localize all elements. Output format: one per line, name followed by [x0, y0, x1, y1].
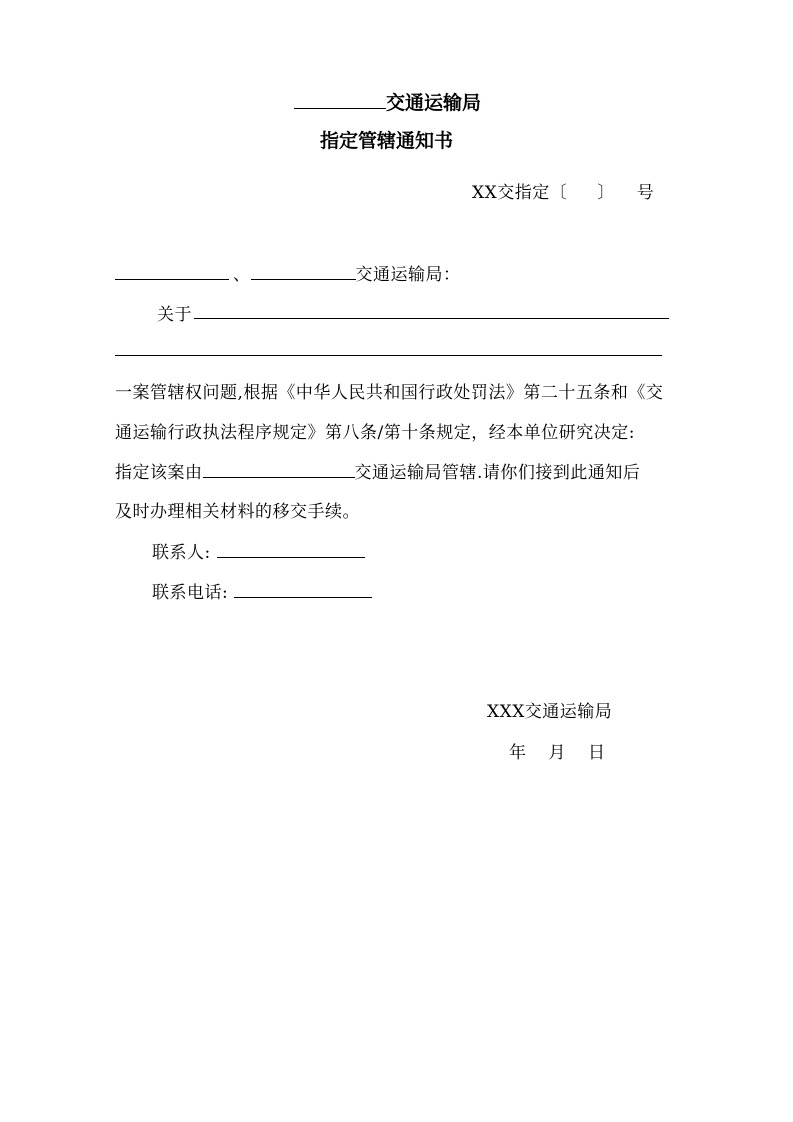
designated-agency-blank	[203, 460, 355, 478]
regarding-label: 关于	[157, 305, 192, 325]
document-title: 指定管辖通知书	[320, 130, 454, 152]
body-line-1: 一案管辖权问题,根据《中华人民共和国行政处罚法》第二十五条和《交	[115, 383, 664, 403]
regarding-blank-line	[194, 318, 669, 319]
addressee-line	[115, 260, 461, 285]
date-year: 年	[509, 743, 527, 763]
addressee-blank-2	[251, 262, 356, 280]
body-line-2: 通运输行政执法程序规定》第八条/第十条规定，经本单位研究决定:	[115, 423, 635, 443]
contact-phone-blank	[234, 580, 372, 598]
body-line-4: 及时办理相关材料的移交手续。	[115, 502, 360, 522]
contact-person-label: 联系人:	[152, 543, 211, 563]
issuer-signature: XXX交通运输局	[487, 702, 613, 722]
case-blank-line	[115, 355, 662, 356]
doc-number-prefix: XX交指定〔	[472, 183, 568, 203]
designated-suffix: 交通运输局管辖.请你们接到此通知后	[354, 463, 641, 483]
document-number	[472, 178, 654, 203]
doc-number-suffix: 号	[636, 183, 655, 203]
date-month: 月	[548, 743, 566, 763]
contact-person	[152, 538, 365, 563]
date-day: 日	[588, 743, 606, 763]
title-agency-line	[294, 88, 481, 115]
title-agency-suffix: 交通运输局	[386, 92, 482, 114]
addressee-blank-1	[115, 262, 229, 280]
addressee-colon: ：	[443, 265, 461, 285]
contact-phone	[152, 578, 372, 603]
agency-name-blank	[294, 89, 386, 109]
addressee-agency-suffix: 交通运输局	[355, 265, 443, 285]
issue-date	[509, 738, 606, 763]
addressee-separator: 、	[233, 265, 251, 285]
contact-person-blank	[217, 540, 365, 558]
designated-prefix: 指定该案由	[115, 463, 203, 483]
contact-phone-label: 联系电话:	[152, 583, 229, 603]
body-line-3	[115, 458, 640, 483]
doc-number-bracket-close: 〕	[597, 183, 615, 203]
